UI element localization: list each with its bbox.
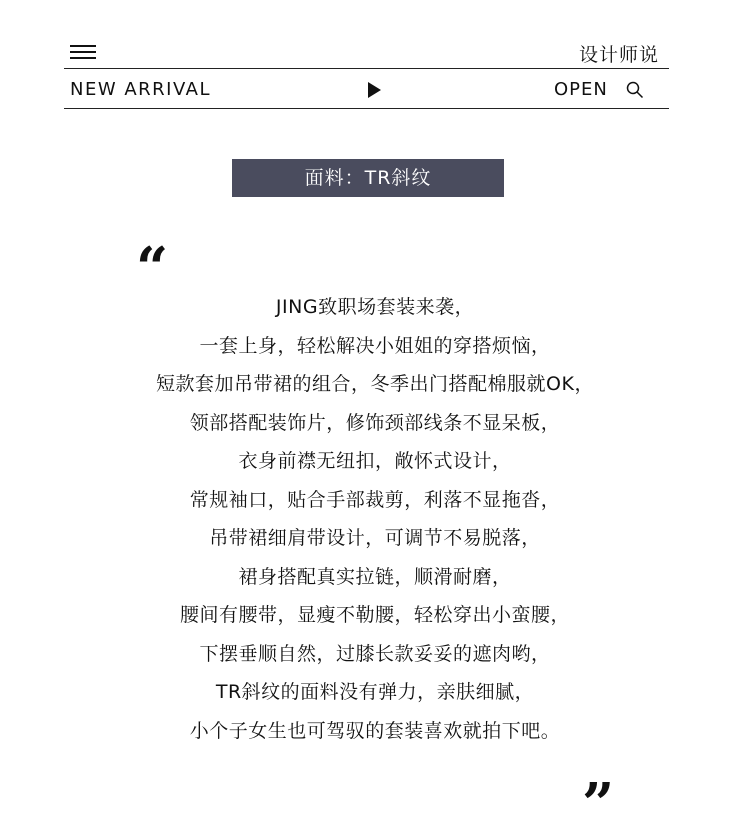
description-line: 短款套加吊带裙的组合，冬季出门搭配棉服就OK，	[156, 373, 594, 395]
description-line: 裙身搭配真实拉链，顺滑耐磨，	[238, 565, 512, 588]
close-quote-mark: ”	[582, 771, 615, 837]
hamburger-menu-icon[interactable]	[70, 45, 96, 59]
description-line: JING致职场套装来袭，	[275, 296, 475, 318]
open-button[interactable]: OPEN	[554, 79, 608, 100]
description-line: 下摆垂顺自然，过膝长款妥妥的遮肉哟，	[199, 642, 551, 665]
description-line: 领部搭配装饰片，修饰颈部线条不显呆板，	[189, 411, 561, 434]
description-line: 腰间有腰带，显瘦不勒腰，轻松穿出小蛮腰，	[179, 604, 570, 626]
search-icon[interactable]	[626, 81, 644, 99]
description-line: 一套上身，轻松解决小姐姐的穿搭烦恼，	[199, 334, 551, 357]
nav-bar	[64, 69, 669, 109]
open-quote-mark: “	[136, 235, 169, 301]
fabric-label-badge: 面料：TR斜纹	[232, 159, 504, 197]
designer-notes-link[interactable]: 设计师说	[578, 44, 659, 66]
product-description	[0, 288, 750, 750]
new-arrival-link[interactable]: NEW ARRIVAL	[70, 79, 211, 100]
description-line: 吊带裙细肩带设计，可调节不易脱落，	[209, 527, 541, 549]
description-line: 常规袖口，贴合手部裁剪，利落不显拖沓，	[189, 488, 561, 511]
play-icon[interactable]	[368, 82, 381, 98]
description-line: TR斜纹的面料没有弹力，亲肤细腻，	[215, 681, 535, 703]
top-bar	[64, 36, 669, 69]
description-line: 衣身前襟无纽扣，敞怀式设计，	[238, 450, 512, 472]
description-line: 小个子女生也可驾驭的套装喜欢就拍下吧。	[189, 719, 561, 742]
